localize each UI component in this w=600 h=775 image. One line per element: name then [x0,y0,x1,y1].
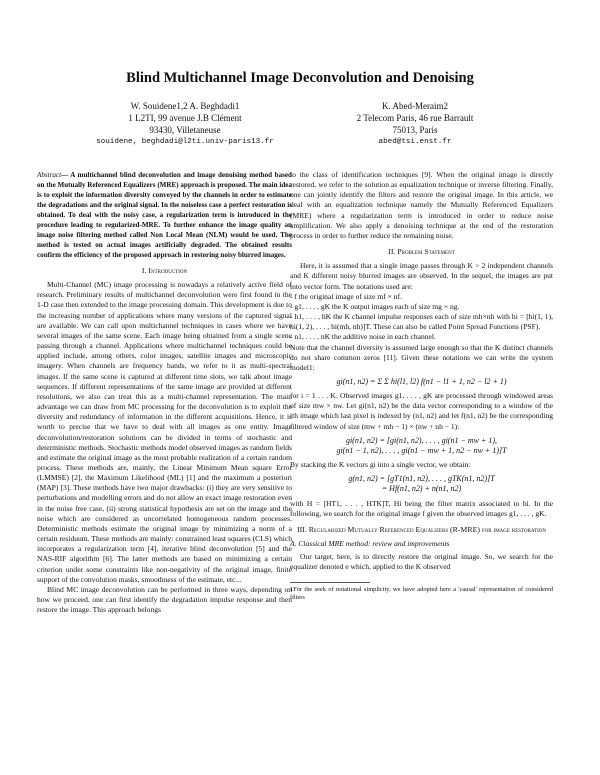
author-names-right: K. Abed-Meraim2 [382,101,448,111]
problem-paragraph-2: Note that the channel diversity is assumed large enough so that the K distinct channels do not share common zeros [11]. Given these notations we can write the system model1: [290,342,553,372]
notation-1: - f the original image of size mf × nf. [290,291,402,301]
intro-paragraph-1: Multi-Channel (MC) image processing is nowadays a relatively active field of research. Preliminary results of multichannel deconvolution were first found in the 1-D case then extended to the image processing domain. This development is due to the increasing number of applications where many versions of the captured signal are available. We can call upon multichannel techniques in cases where we have several images of the same scene. Each image being obtained from a single scene passing through a channel. Applications where multichannel techniques could be applied include, among others, color images, satellite images and microscopic imagery. When channels are frequency bands, we refer to it as multi-spectral images. If the same scene is captured at different time slots, we talk about image sequences. If different representations of the same image are provided at different resolutions, we also can treat this as a multi-channel representation. The main advantage we can draw from MC processing for the deconvolution is to exploit the diversity and redundancy of information in the different acquisitions. Hence, it is worth to precise that we have to deal with all images as one entity. Image deconvolution/restoration solutions can be divided in terms of stochastic and deterministic methods. Stochastic methods model observed images as random fields and estimate the original image as the most probable realization of a certain random process. These methods are, mainly, the Linear Minimum Mean square Error (LMMSE) [2], the Maximum Likelihood (ML) [1] and the maximum a posteriori (MAP) [3]. These methods have two major drawbacks: (i) they are very sensitive to perturbations and modelling errors and do not allow an exact image restoration even in the noise free case, (ii) strong statistical hypothesis are set on the image and the noise which are considered as uncorrelated homogeneous random processes. Deterministic methods estimate the original image by minimizing a norm of a certain residuum. These methods are mainly: constrained least squares (CLS) which incorporates a regularization term [4], iterative blind deconvolution [5] and the NAS-RIF algorithm [6]. The latter methods are based on minimizing a certain criterion under some constraints like non-negativity of the original image, finite support of the convolution masks, smoothness of the estimate, etc... [37,280,292,584]
problem-paragraph-3: for i = 1 . . . K. Observed images g1, . . . , gK are processed through windowed areas of size mw × nw. Let gi(n1, n2) be the data vector corresponding to a window of the ith image which last pixel is indexed by (n1, n2) and let f(n1, n2) be the corresponding filtered window of size (mw + mh − 1) × (nw + nh − 1): [290,391,553,431]
equation-stacked-a: g(n1, n2) = [gT1(n1, n2), . . . , gTK(n1, n2)]T [348,474,495,484]
author-email-left: souidene, beghdadi@l2ti.univ-paris13.fr [96,138,274,146]
notation-2: - g1, . . . , gK the K output images each of size mg × ng. [290,301,460,311]
author-city-right: 75013, Paris [392,125,438,135]
abstract-label: Abstract [37,171,62,179]
problem-paragraph-1: Here, it is assumed that a single image passes through K > 2 independent channels and K different noisy blurred images are observed. In the sequel, the images are put into vector form. The notations used are: [290,261,553,291]
left-column [37,170,292,615]
problem-paragraph-5: with H = [HT1, . . . , HTK]T, Hi being the filter matrix associated to hi. In the following, we search for the original image f given the observed images g1, . . . , gK. [290,498,553,518]
abstract-text: — A multichannel blind deconvolution and image denoising method based on the Mutually Referenced Equalizers (MRE) approach is proposed. The main idea is to exploit the information diversity conveyed by the channels in order to estimate the degradations and the original signal. In the noiseless case a perfect restoration is obtained. To deal with the noisy case, a regularization term is introduced in the procedure leading to regularized-MRE. To further enhance the image quality an image noise filtering method called Non Local Mean (NLM) would be used. The method is tested on actual images artificially degraded. The obtained results confirm the efficiency of the proposed approach in restoring noisy blurred images. [37,171,292,259]
section-heading-introduction: I. Introduction [141,266,188,275]
footnote: 1For the seek of notational simplicity, we have adopted here a 'causal' representation of considered filters [290,586,553,602]
equation-stacked-b: = Hf(n1, n2) + n(n1, n2) [381,484,462,494]
equation-window-vector-b: gi(n1 − 1, n2), . . . , gi(n1 − mw + 1, n2 − nw + 1)]T [336,445,507,455]
authors-left [70,100,300,148]
authors-right [305,100,525,148]
section-heading-problem-statement: II. Problem Statement [388,247,455,257]
notation-3: - h1, . . . , hK the K channel impulse responses each of size mh×nh with hi = [hi(1, 1), hi(1, 2), . . . , hi(mh, nh)]T. These can also be called Point Spread Functions (PSF). [290,312,553,332]
section-heading-rmre: III. Regularized Mutually Referenced Equalizers (R-MRE) for image restoration [297,524,546,534]
equation-system-model: gi(n1, n2) = Σ Σ hi(l1, l2) f(n1 − l1 + 1, n2 − l2 + 1) [336,376,507,386]
subsection-heading-classical-mre: A. Classical MRE method: review and improvements [290,539,450,548]
paper-title: Blind Multichannel Image Deconvolution and Denoising [126,70,474,86]
author-affiliation-left: 1 L2TI, 99 avenue J.B Clément [128,113,242,123]
problem-paragraph-4: By stacking the K vectors gi into a single vector, we obtain: [290,460,471,470]
author-names-left: W. Souidene1,2 A. Beghdadi1 [130,101,240,111]
equation-window-vector-a: gi(n1, n2) = [gi(n1, n2), . . . , gi(n1 − mw + 1), [345,435,498,445]
mre-paragraph-1: Our target, here, is to directly restore the original image. So, we search for the equalizer denoted e which, applied to the K observed [290,552,553,572]
author-affiliation-right: 2 Telecom Paris, 46 rue Barrault [356,113,474,123]
author-city-left: 93430, Villetaneuse [149,125,221,135]
right-column [290,170,553,602]
notation-4: - n1, . . . , nK the additive noise in each channel. [290,332,436,342]
author-email-right: abed@tsi.enst.fr [378,138,452,146]
abstract [37,170,292,260]
right-paragraph-0: to the class of identification techniques [9]. When the original image is directly restored, we refer to the solution as equalization technique or inverse filtering. Finally, one can jointly identify the filters and restore the original image. In this article, we deal with an equalization technique namely the Mutually Referenced Equalizers (MRE) where a regularization term is introduced in order to reduce noise amplification. We also apply a denoising technique at the end of the restoration process in order to further reduce the remaining noise. [290,170,553,240]
intro-paragraph-2: Blind MC image deconvolution can be performed in three ways, depending on how we proceed. one can first identify the degradation impulse response and then restore the image. This approach belongs [37,584,292,615]
